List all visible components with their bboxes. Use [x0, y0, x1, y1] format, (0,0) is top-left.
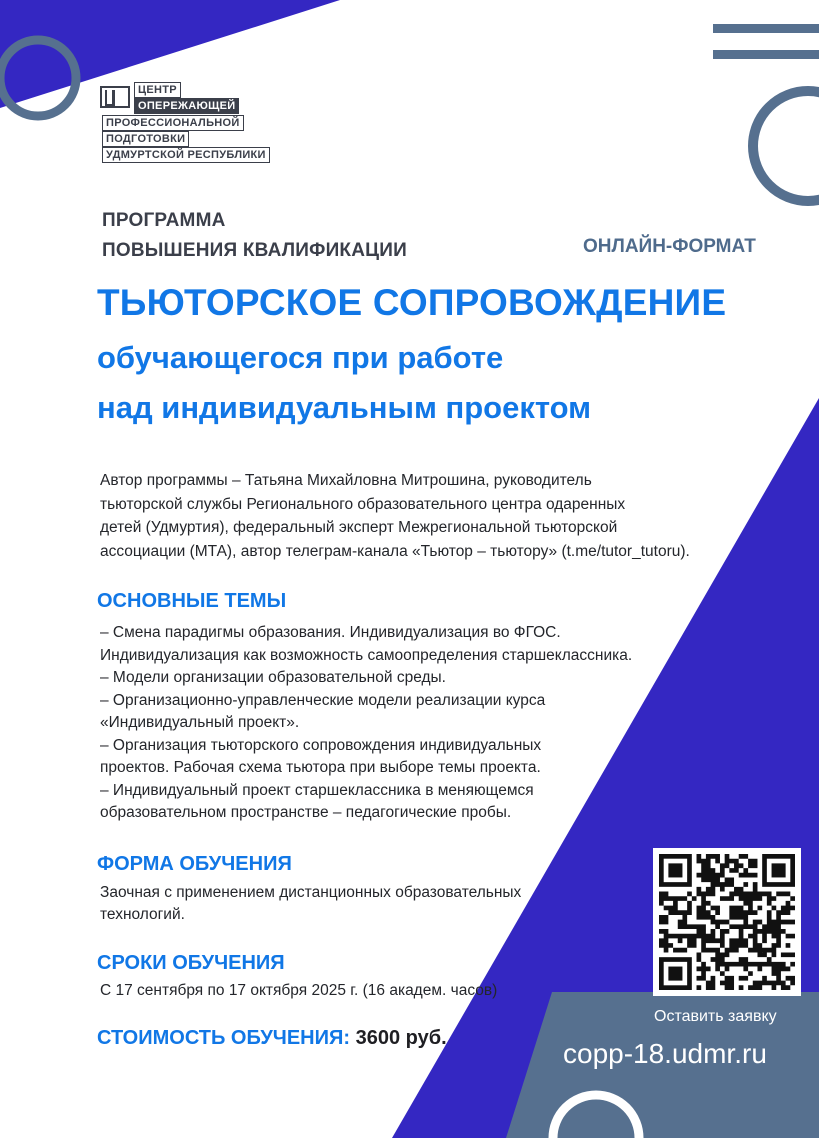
author-line: детей (Удмуртия), федеральный эксперт Межрегиональной тьюторской [100, 519, 618, 536]
program-type [102, 206, 407, 266]
page-title: ТЬЮТОРСКОЕ СОПРОВОЖДЕНИЕ [97, 282, 727, 323]
topics-heading: ОСНОВНЫЕ ТЕМЫ [97, 590, 287, 612]
logo-line: ОПЕРЕЖАЮЩЕЙ [134, 98, 239, 114]
cost-line [97, 1027, 447, 1050]
logo-line: ЦЕНТР [134, 82, 181, 98]
topic-line: – Индивидуальный проект старшеклассника в меняющемся [100, 781, 534, 799]
topic-line: Индивидуализация как возможность самоопределения старшеклассника. [100, 646, 633, 664]
apply-link[interactable]: Оставить заявку [654, 1008, 777, 1025]
topic-line: образовательном пространстве – педагогические пробы. [100, 804, 512, 821]
form-text: технологий. [100, 906, 185, 923]
author-line: тьюторской службы Регионального образовательного центра одаренных [100, 495, 626, 513]
author-line: ассоциации (МТА), автор телеграм-канала «Тьютор – тьютору» (t.me/tutor_tutoru). [100, 542, 690, 560]
logo-line: ПРОФЕССИОНАЛЬНОЙ [102, 115, 244, 131]
cost-label: СТОИМОСТЬ ОБУЧЕНИЯ: [97, 1027, 351, 1049]
topic-line: – Организация тьюторского сопровождения индивидуальных [100, 736, 542, 754]
topic-line: – Организационно-управленческие модели реализации курса [100, 691, 546, 709]
author-info [100, 469, 780, 563]
program-line: ПОВЫШЕНИЯ КВАЛИФИКАЦИИ [102, 240, 407, 261]
subtitle-line: обучающегося при работе [97, 340, 504, 375]
topic-line: проектов. Рабочая схема тьютора при выборе темы проекта. [100, 759, 541, 776]
topic-line: – Модели организации образовательной среды. [100, 669, 446, 686]
website-link[interactable]: copp-18.udmr.ru [563, 1038, 767, 1069]
format-label: ОНЛАЙН-ФОРМАТ [583, 236, 756, 257]
terms-text: С 17 сентября по 17 октября 2025 г. (16 академ. часов) [100, 982, 498, 999]
qr-code-icon[interactable] [653, 848, 801, 996]
top-right-bar-2 [713, 50, 819, 59]
logo-line: УДМУРТСКОЙ РЕСПУБЛИКИ [102, 147, 270, 163]
form-heading: ФОРМА ОБУЧЕНИЯ [97, 853, 292, 875]
copp-logo-icon [100, 86, 130, 108]
top-right-ring [753, 91, 819, 201]
subtitle-line: над индивидуальным проектом [97, 390, 592, 425]
logo-line: ПОДГОТОВКИ [102, 131, 189, 147]
topic-line: «Индивидуальный проект». [100, 714, 300, 731]
author-line: Автор программы – Татьяна Михайловна Митрошина, руководитель [100, 472, 592, 489]
terms-heading: СРОКИ ОБУЧЕНИЯ [97, 952, 285, 974]
form-text: Заочная с применением дистанционных образовательных [100, 884, 522, 901]
program-line: ПРОГРАММА [102, 210, 226, 231]
topics-list [100, 622, 632, 825]
top-right-bar-1 [713, 24, 819, 33]
cost-value: 3600 руб. [355, 1027, 447, 1049]
topic-line: – Смена парадигмы образования. Индивидуализация во ФГОС. [100, 624, 561, 641]
